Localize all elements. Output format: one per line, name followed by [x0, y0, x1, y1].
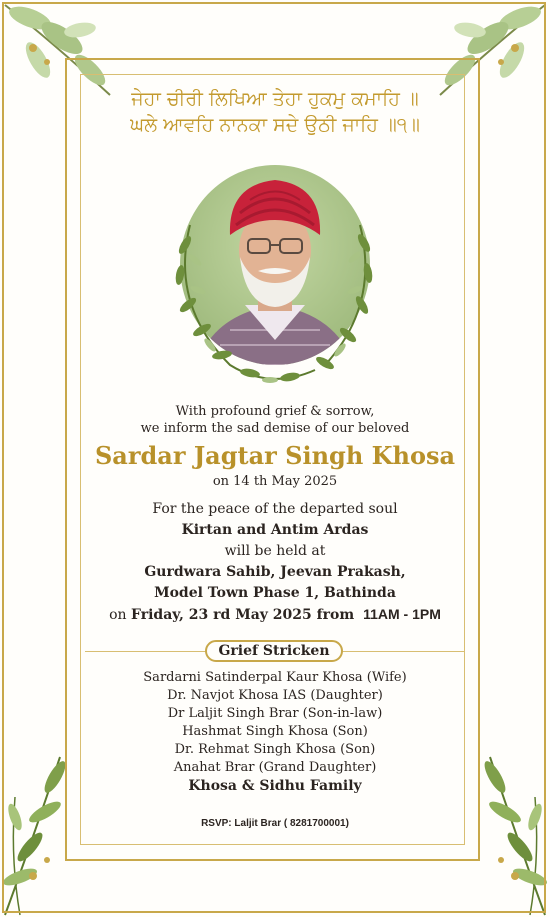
deceased-name: Sardar Jagtar Singh Khosa — [94, 441, 456, 470]
rsvp: RSVP: Laljit Brar ( 8281700001) — [201, 818, 349, 829]
grief-member: Dr. Rehmat Singh Khosa (Son) — [174, 742, 376, 757]
grief-member: Dr. Navjot Khosa IAS (Daughter) — [167, 688, 383, 703]
announcement-line-2: we inform the sad demise of our beloved — [140, 421, 410, 436]
ceremony-line-3: will be held at — [224, 543, 326, 559]
portrait-illustration — [150, 165, 400, 405]
grief-member: Hashmat Singh Khosa (Son) — [182, 724, 368, 739]
venue-line-1: Gurdwara Sahib, Jeevan Prakash, — [144, 564, 406, 580]
gold-dots-top-left — [25, 40, 65, 80]
ceremony-event: Kirtan and Antim Ardas — [181, 522, 369, 538]
ceremony-details — [0, 499, 550, 626]
grief-member: Sardarni Satinderpal Kaur Khosa (Wife) — [143, 670, 407, 685]
portrait — [150, 165, 400, 405]
announcement-line-1: With profound grief & sorrow, — [175, 404, 375, 419]
gold-dots-bottom-left — [25, 850, 65, 890]
gurbani-line-1: ਜੇਹਾ ਚੀਰੀ ਲਿਖਿਆ ਤੇਹਾ ਹੁਕਮੁ ਕਮਾਹਿ ॥ — [131, 88, 419, 110]
gold-dots-top-right — [485, 40, 525, 80]
date-of-demise: on 14 th May 2025 — [212, 474, 338, 489]
ceremony-datetime — [0, 604, 550, 626]
ceremony-time: 11AM - 1PM — [363, 606, 441, 622]
family-name: Khosa & Sidhu Family — [188, 778, 362, 794]
announcement — [0, 403, 550, 437]
grief-member: Dr Laljit Singh Brar (Son-in-law) — [167, 706, 383, 721]
grief-member: Anahat Brar (Grand Daughter) — [173, 760, 377, 775]
gold-dots-bottom-right — [485, 850, 525, 890]
grief-members-list — [0, 669, 550, 795]
ceremony-line-1: For the peace of the departed soul — [152, 501, 398, 517]
venue-line-2: Model Town Phase 1, Bathinda — [154, 585, 396, 601]
grief-stricken-heading: Grief Stricken — [205, 640, 343, 662]
date-prefix: on — [109, 607, 132, 623]
ceremony-date: Friday, 23 rd May 2025 from — [131, 607, 355, 623]
gurbani-line-2: ਘਲੇ ਆਵਹਿ ਨਾਨਕਾ ਸਦੇ ਉਠੀ ਜਾਹਿ ॥੧॥ — [130, 114, 420, 136]
